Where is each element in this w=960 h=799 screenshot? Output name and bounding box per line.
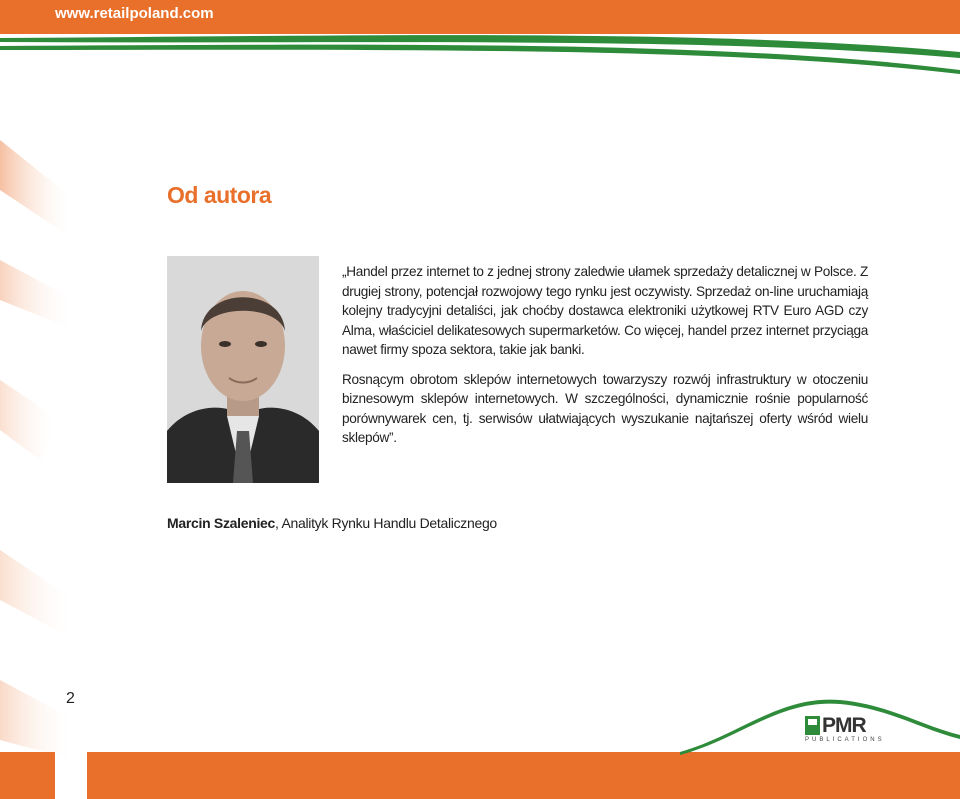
- paragraph-2: Rosnącym obrotom sklepów internetowych towarzyszy rozwój infrastruktury w otoczeniu biznesowym sklepów internetowych. W szczególności, dynamicznie rośnie popularność porównywarek cen, tj. serwisów ułatwiających wyszukanie najtańszej oferty wśród wielu sklepów”.: [342, 371, 868, 445]
- paragraph-1: „Handel przez internet to z jednej strony zaledwie ułamek sprzedaży detalicznej w Polsce. Z drugiej strony, potencjał rozwojowy tego rynku jest oczywisty. Sprzedaż on-line uruchamiają kolejny tradycyjni detaliści, jak choćby dostawca elektroniki użytkowej RTV Euro AGD czy Alma, właściciel delikatesowych supermarketów. Co więcej, handel przez internet przyciąga nawet firmy spoza sektora, takie jak banki.: [342, 264, 868, 357]
- side-decoration: [0, 80, 80, 760]
- footer-swoosh-decoration: [680, 695, 960, 755]
- pmr-logo-subtext: PUBLICATIONS: [805, 737, 885, 743]
- page-number: 2: [66, 690, 75, 707]
- author-signature: [167, 515, 497, 531]
- author-portrait: [167, 256, 319, 483]
- footer-bar-right: [87, 752, 960, 799]
- author-role: , Analityk Rynku Handlu Detalicznego: [275, 515, 497, 531]
- page-title: Od autora: [167, 182, 272, 208]
- pmr-logo-text: PMR: [822, 714, 866, 737]
- author-statement: [342, 262, 868, 458]
- site-url[interactable]: www.retailpoland.com: [55, 5, 214, 22]
- footer-bar-left: [0, 752, 55, 799]
- pmr-logo-mark-icon: [805, 716, 820, 735]
- portrait-illustration: [167, 256, 319, 483]
- author-name: Marcin Szaleniec: [167, 515, 276, 531]
- header-swoosh-decoration: [0, 0, 960, 80]
